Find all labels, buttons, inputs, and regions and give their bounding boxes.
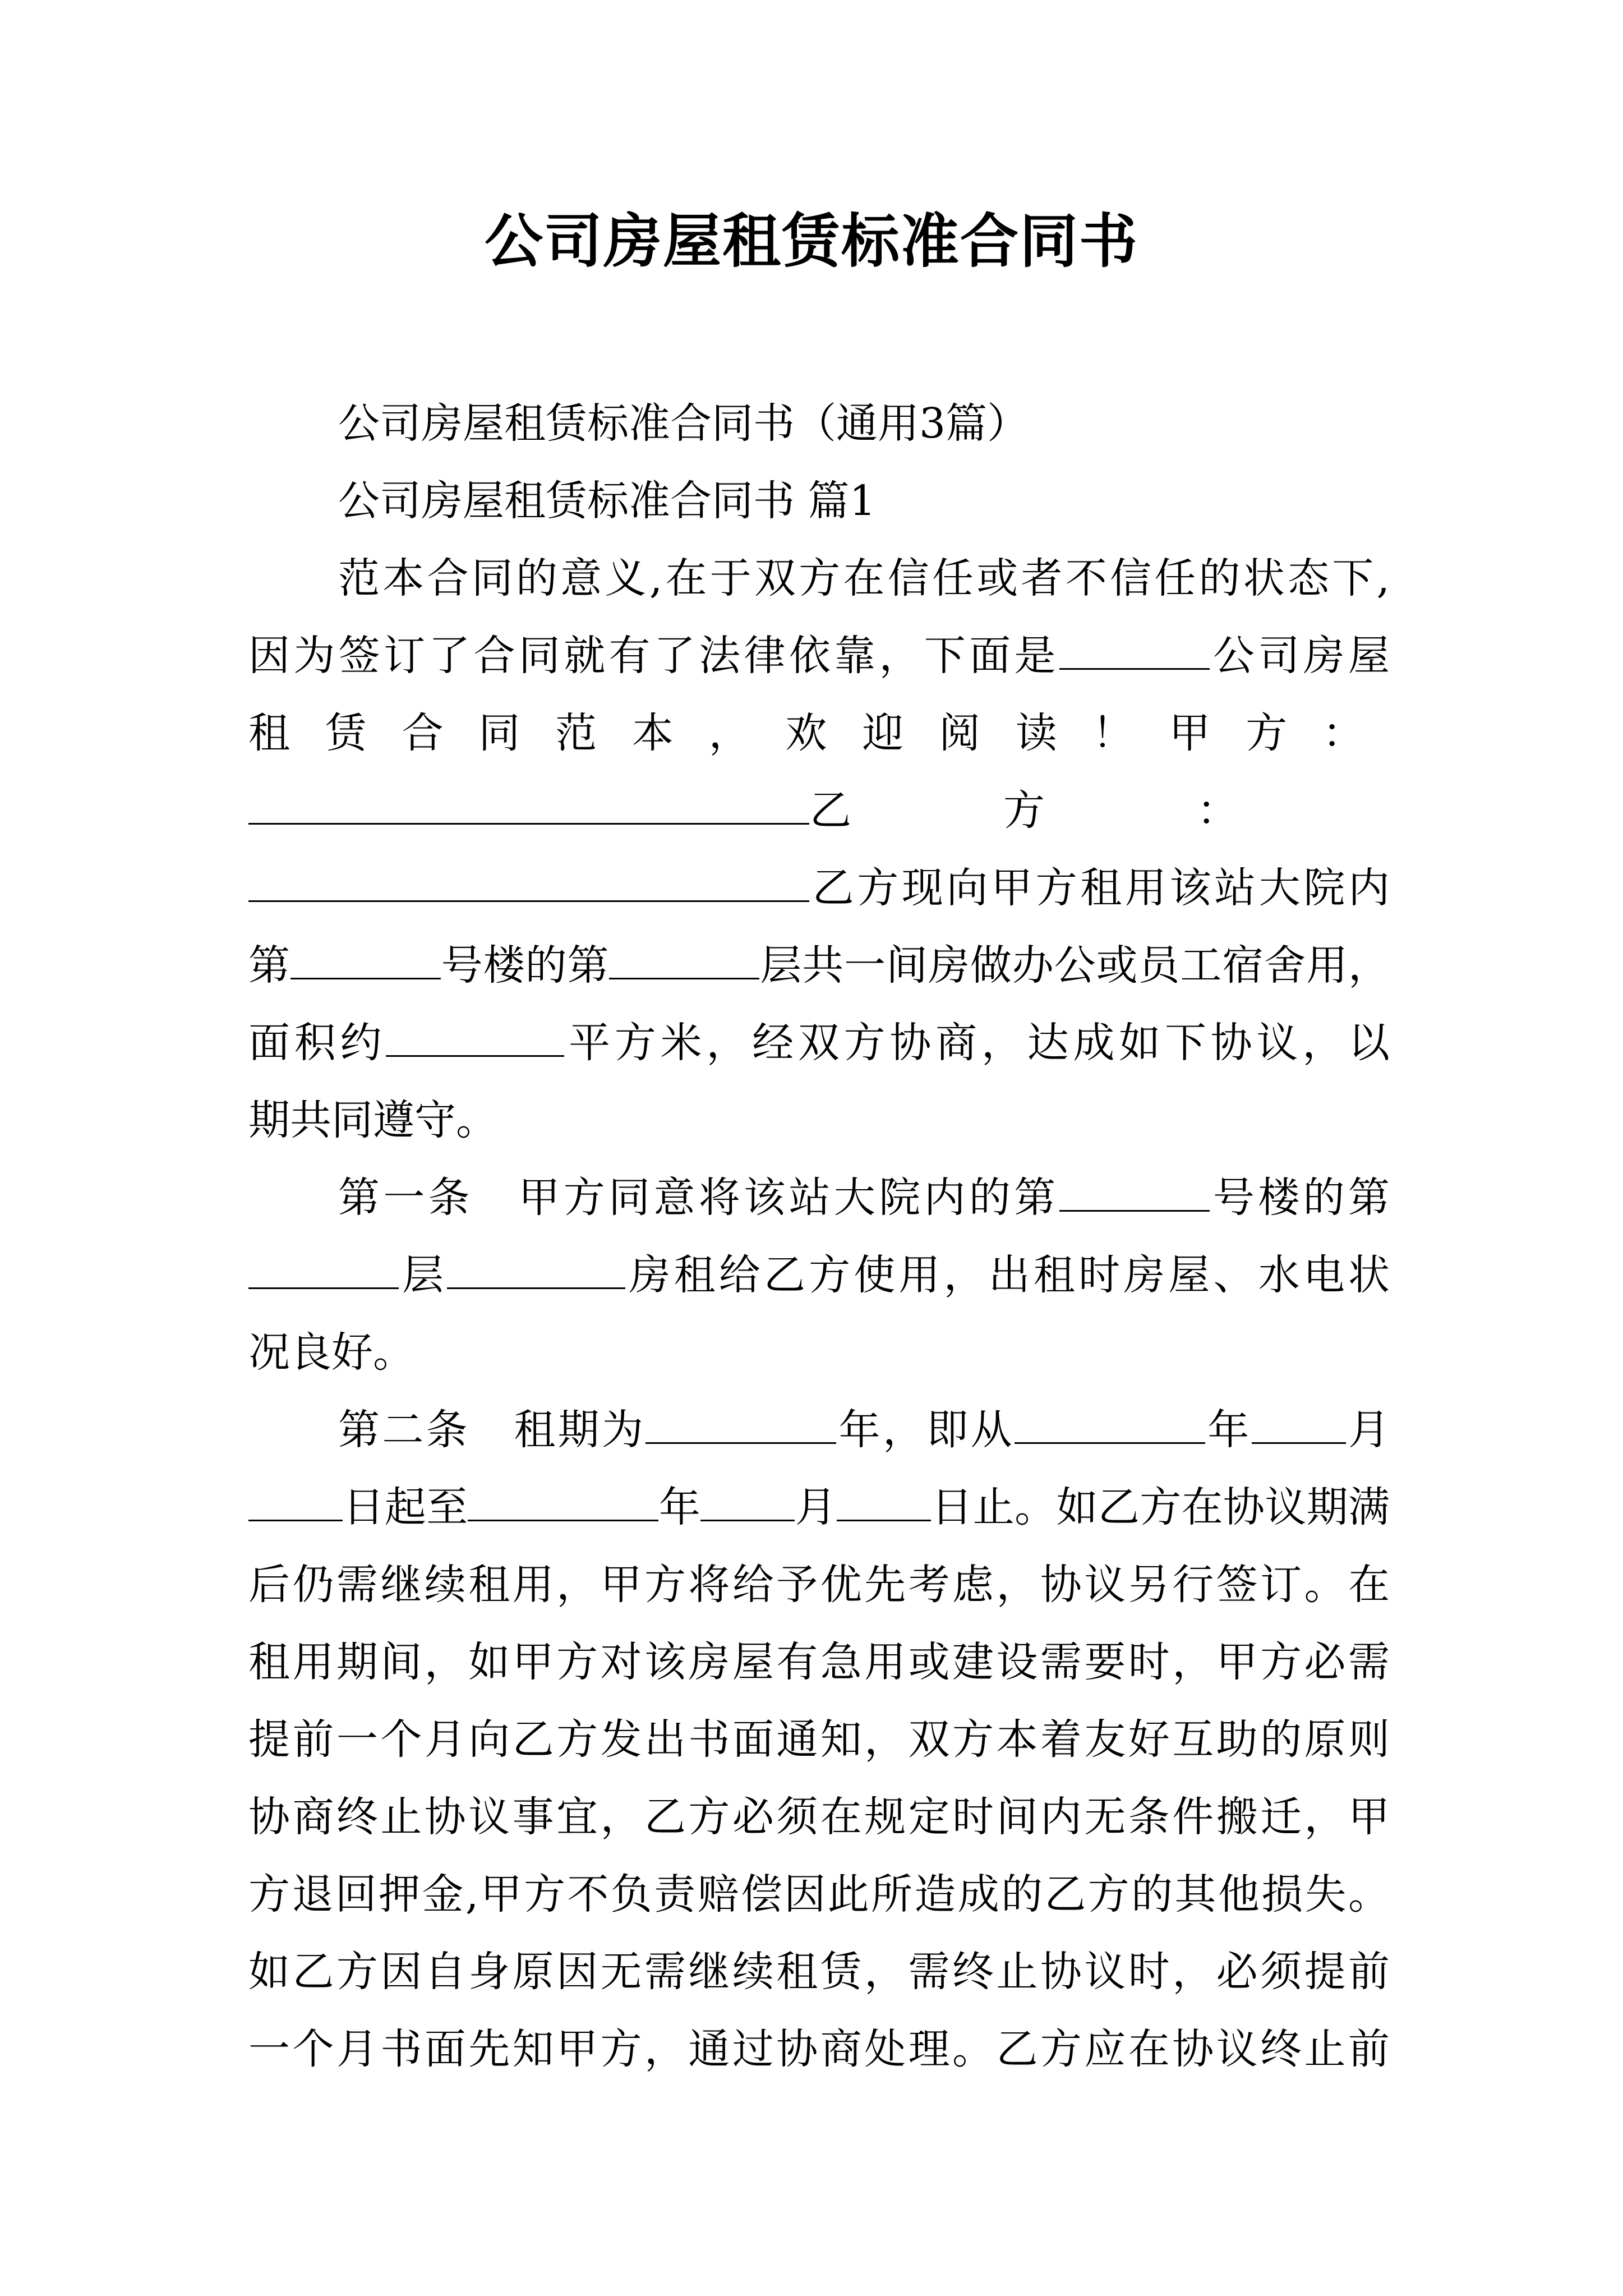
paragraph-line: 因为签订了合同就有了法律依靠，下面是 公司房屋 [248,617,1390,694]
paragraph-line: 期共同遵守。 [248,1096,497,1144]
blank-field [700,1480,795,1521]
paragraph-line: 租赁合同范本，欢迎阅读！甲方： [248,709,1390,757]
paragraph-line: 乙方： [248,772,1390,849]
blank-field [386,1016,564,1057]
blank-field [1059,1171,1210,1212]
document-title: 公司房屋租赁标准合同书 [484,207,1138,275]
article-2-line: 后仍需继续租用，甲方将给予优先考虑，协议另行签订。在 [248,1561,1390,1609]
article-1-line: 层 房租给乙方使用，出租时房屋、水电状 [248,1236,1390,1314]
blank-field [248,861,809,902]
blank-field [248,1248,399,1289]
article-2-line: 租用期间，如甲方对该房屋有急用或建设需要时，甲方必需 [248,1638,1390,1686]
paragraph-line: 乙方现向甲方租用该站大院内 [248,849,1390,927]
article-1-line: 第一条 甲方同意将该站大院内的第 号楼的第 [248,1159,1390,1236]
article-2-line: 第二条 租期为 年，即从 年 月 [248,1391,1390,1469]
blank-field [248,1480,343,1521]
article-2-line: 协商终止协议事宜，乙方必须在规定时间内无条件搬迁，甲 [248,1793,1390,1841]
article-1-line: 况良好。 [248,1328,414,1377]
blank-field [837,1480,931,1521]
blank-field [645,1403,836,1444]
paragraph-line: 第 号楼的第 层共一间房做办公或员工宿舍用， [248,927,1390,1004]
article-2-line: 一个月书面先知甲方，通过协商处理。乙方应在协议终止前 [248,2025,1390,2073]
article-2-line: 提前一个月向乙方发出书面通知，双方本着友好互助的原则 [248,1715,1390,1764]
article-2-line: 日起至 年 月 日止。如乙方在协议期满 [248,1469,1390,1546]
blank-field [1252,1403,1346,1444]
paragraph-line: 范本合同的意义,在于双方在信任或者不信任的状态下, [338,554,1390,602]
blank-field [291,938,441,979]
paragraph-line: 面积约 平方米，经双方协商，达成如下协议，以 [248,1004,1390,1082]
article-2-line: 方退回押金,甲方不负责赔偿因此所造成的乙方的其他损失。 [248,1870,1390,1918]
blank-field [1059,629,1210,670]
blank-field [1015,1403,1205,1444]
subtitle: 公司房屋租赁标准合同书（通用3篇） [338,399,1029,448]
document-body [248,385,1390,2088]
blank-field [248,784,809,825]
blank-field [468,1480,658,1521]
blank-field [609,938,759,979]
article-2-line: 如乙方因自身原因无需继续租赁，需终止协议时，必须提前 [248,1948,1390,1996]
section-heading: 公司房屋租赁标准合同书 篇1 [338,477,876,525]
blank-field [447,1248,625,1289]
